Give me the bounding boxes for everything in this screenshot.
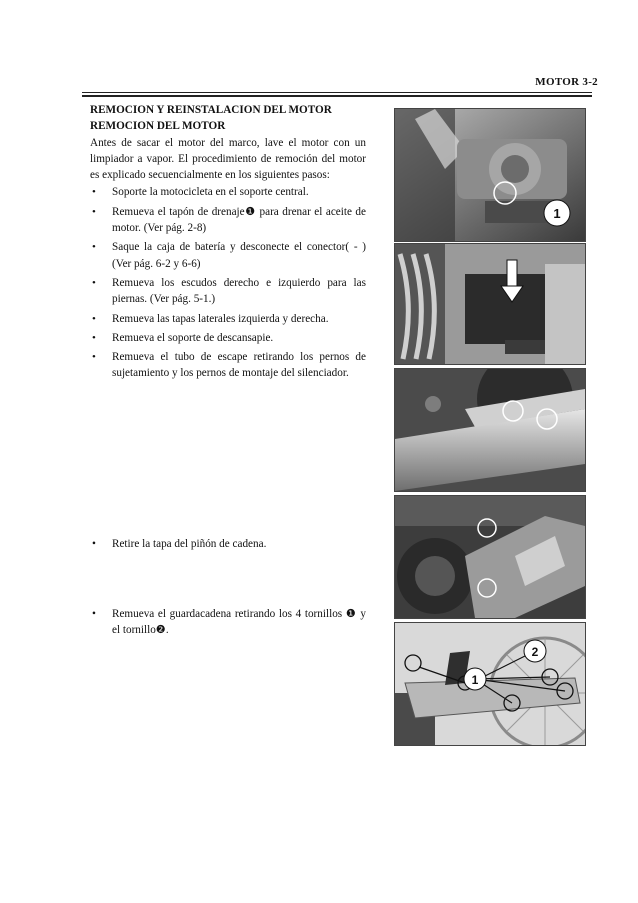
section-subtitle: REMOCION DEL MOTOR (90, 120, 226, 133)
step-item: • Remueva los escudos derecho e izquierdo para las piernas. (Ver pág. 5-1.) (90, 275, 366, 308)
section-title: REMOCION Y REINSTALACION DEL MOTOR (90, 104, 332, 116)
bullet: • (92, 608, 96, 620)
page-header-title: MOTOR 3-2 (535, 76, 598, 88)
intro-paragraph: Antes de sacar el motor del marco, lave el motor con un limpiador a vapor. El procedimiento de remoción del motor es explicado secuencialmente en los siguientes pasos: (90, 136, 366, 182)
step-chain-guard (90, 606, 366, 639)
step-item: • Remueva el tubo de escape retirando los pernos de sujetamiento y los pernos de montaje del silenciador. (90, 349, 366, 382)
header-rule-thick (82, 95, 592, 97)
photo-drain-plug (394, 108, 586, 242)
step-list (90, 184, 366, 381)
text-column (90, 102, 366, 385)
step-chain-cover-text: Retire la tapa del piñón de cadena. (112, 538, 267, 550)
header-rule-thin (82, 92, 592, 93)
step-item: • Saque la caja de batería y desconecte el conector( - ) (Ver pág. 6-2 y 6-6) (90, 239, 366, 272)
bullet: • (92, 538, 96, 550)
callout-number-1: 1 (471, 673, 479, 687)
callout-number-2: 2 (531, 645, 539, 659)
photo-sprocket-cover (394, 495, 586, 619)
photo-battery-box (394, 243, 586, 365)
callout-number: 1 (553, 206, 561, 221)
photo-chain-guard (394, 622, 586, 746)
step-item: • Soporte la motocicleta en el soporte central. (90, 184, 366, 200)
step-chain-guard-text: Remueva el guardacadena retirando los 4 tornillos ❶ y el tornillo❷. (112, 608, 366, 637)
step-item: • Remueva las tapas laterales izquierda y derecha. (90, 311, 366, 327)
step-item: • Remueva el soporte de descansapie. (90, 330, 366, 346)
step-chain-cover (90, 536, 366, 552)
photo-exhaust (394, 368, 586, 492)
step-item: • Remueva el tapón de drenaje❶ para drenar el aceite de motor. (Ver pág. 2-8) (90, 204, 366, 237)
